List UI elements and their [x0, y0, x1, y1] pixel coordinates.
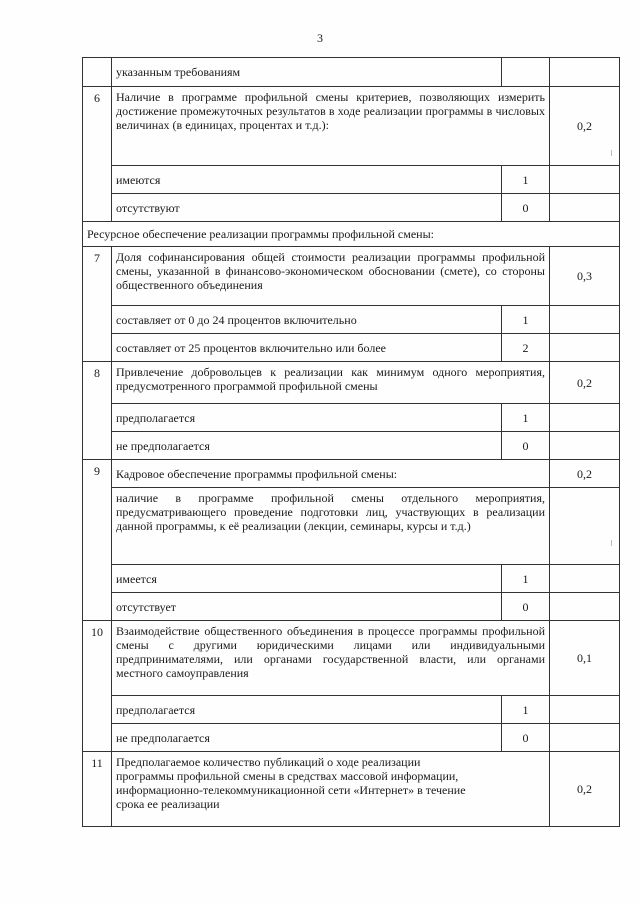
- weight-cell: [550, 593, 620, 621]
- score-cell: [502, 58, 550, 87]
- row-number: 6: [83, 87, 112, 222]
- table-row: [83, 58, 620, 87]
- table-row: [83, 334, 620, 362]
- table-row: [83, 460, 620, 488]
- score-value: 2: [502, 334, 550, 362]
- weight-value: 0,1: [550, 621, 620, 696]
- option-label: отсутствуют: [112, 194, 502, 222]
- section-row: [83, 222, 620, 247]
- table-row: [83, 362, 620, 404]
- table-row: [83, 194, 620, 222]
- table-row: [83, 404, 620, 432]
- weight-cell: [550, 696, 620, 724]
- table-row: [83, 724, 620, 752]
- weight-value: 0,3: [550, 247, 620, 306]
- score-value: 1: [502, 696, 550, 724]
- weight-cell: [550, 404, 620, 432]
- option-label: отсутствует: [112, 593, 502, 621]
- scan-mark: [611, 150, 612, 156]
- criterion-text: Доля софинансирования общей стоимости реализации программы профильной смены, указанной в финансово-экономическом обосновании (смете), со стороны общественного объединения: [112, 247, 550, 306]
- criterion-text: Кадровое обеспечение программы профильной смены:: [112, 460, 550, 488]
- option-label: составляет от 25 процентов включительно или более: [112, 334, 502, 362]
- score-value: 0: [502, 432, 550, 460]
- option-label: указанным требованиям: [112, 58, 502, 87]
- score-value: 0: [502, 724, 550, 752]
- row-number-cell: [83, 58, 112, 87]
- criteria-table: [82, 57, 620, 827]
- score-value: 1: [502, 306, 550, 334]
- score-value: 1: [502, 166, 550, 194]
- option-label: имеется: [112, 565, 502, 593]
- weight-cell: [550, 166, 620, 194]
- table-row: [83, 247, 620, 306]
- table-row: [83, 432, 620, 460]
- weight-value: 0,2: [550, 362, 620, 404]
- table-row: [83, 488, 620, 565]
- row-number: 8: [83, 362, 112, 460]
- row-number: 10: [83, 621, 112, 752]
- table-row: [83, 166, 620, 194]
- option-label: составляет от 0 до 24 процентов включительно: [112, 306, 502, 334]
- option-label: предполагается: [112, 696, 502, 724]
- section-heading: Ресурсное обеспечение реализации программы профильной смены:: [83, 222, 620, 247]
- criterion-subtext: наличие в программе профильной смены отдельного мероприятия, предусматривающего проведение подготовки лиц, участвующих в реализации данной программы, к её реализации (лекции, семинары, курсы и т.д.): [112, 488, 550, 565]
- weight-cell: [550, 194, 620, 222]
- criterion-text: Взаимодействие общественного объединения в процессе программы профильной смены с другими юридическими лицами или индивидуальными предпринимателями, или органами государственной власти, или органами местного самоуправления: [112, 621, 550, 696]
- criterion-text: Наличие в программе профильной смены критериев, позволяющих измерить достижение промежуточных результатов в ходе реализации программы в числовых величинах (в единицах, процентах и т.д.):: [112, 87, 550, 166]
- weight-value: 0,2: [550, 87, 620, 166]
- weight-cell: [550, 334, 620, 362]
- score-value: 1: [502, 565, 550, 593]
- score-value: 1: [502, 404, 550, 432]
- criterion-text: Привлечение добровольцев к реализации как минимум одного мероприятия, предусмотренного программой профильной смены: [112, 362, 550, 404]
- weight-value: 0,2: [550, 460, 620, 488]
- scan-mark: [611, 540, 612, 546]
- table-row: [83, 593, 620, 621]
- score-value: 0: [502, 593, 550, 621]
- page-number: 3: [317, 31, 323, 45]
- weight-cell: [550, 432, 620, 460]
- weight-cell: [550, 724, 620, 752]
- table-row: [83, 752, 620, 827]
- option-label: предполагается: [112, 404, 502, 432]
- weight-value: 0,2: [550, 752, 620, 827]
- score-value: 0: [502, 194, 550, 222]
- table-row: [83, 565, 620, 593]
- table-row: [83, 621, 620, 696]
- option-label: не предполагается: [112, 432, 502, 460]
- option-label: имеются: [112, 166, 502, 194]
- weight-cell: [550, 488, 620, 565]
- weight-cell: [550, 565, 620, 593]
- table-row: [83, 87, 620, 166]
- weight-cell: [550, 58, 620, 87]
- row-number: 11: [83, 752, 112, 827]
- row-number: 9: [83, 460, 112, 621]
- row-number: 7: [83, 247, 112, 362]
- weight-cell: [550, 306, 620, 334]
- criterion-text: Предполагаемое количество публикаций о ходе реализации программы профильной смены в средствах массовой информации, информационно-телекоммуникационной сети «Интернет» в течение срока ее реализации: [112, 752, 550, 827]
- table-row: [83, 696, 620, 724]
- table-row: [83, 306, 620, 334]
- option-label: не предполагается: [112, 724, 502, 752]
